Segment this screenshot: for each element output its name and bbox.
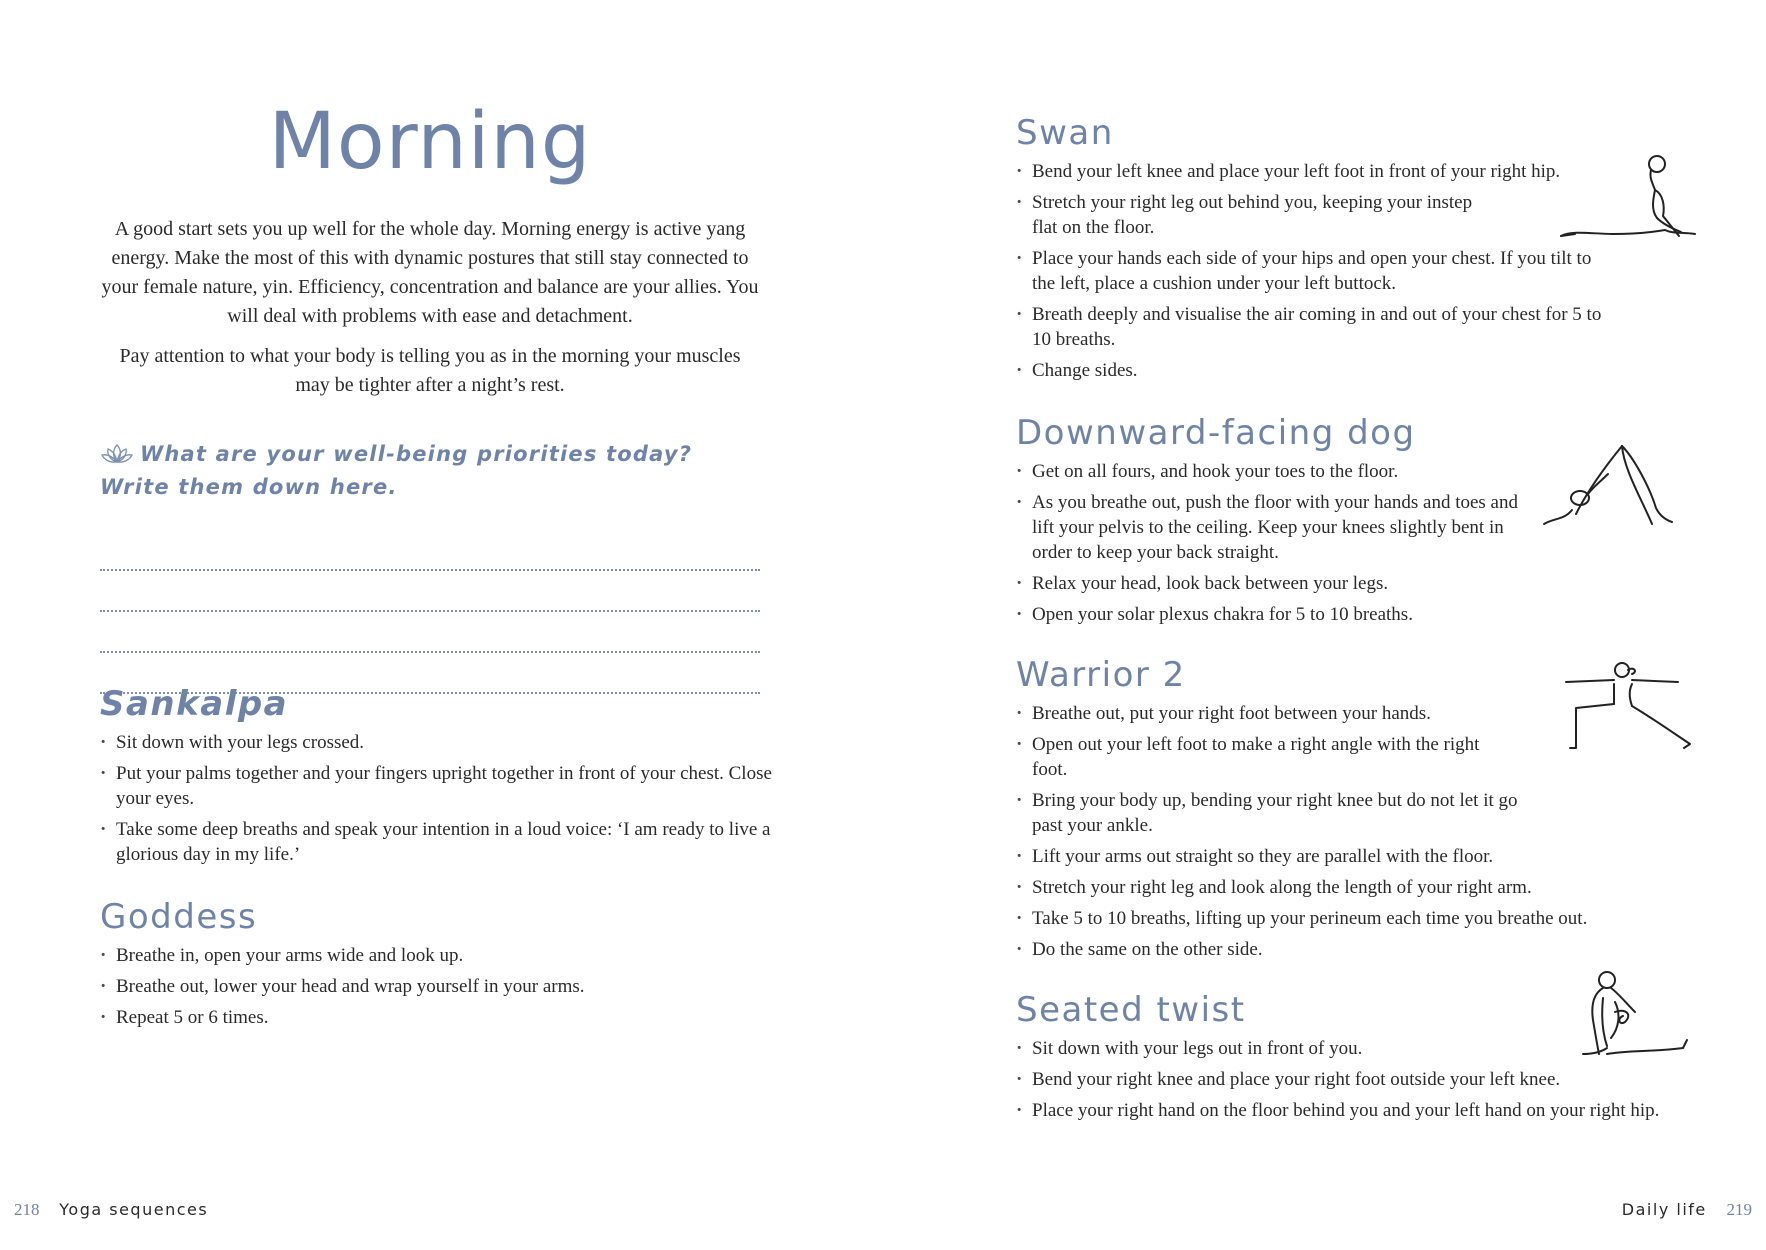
section-sankalpa bbox=[100, 682, 780, 873]
list-item: · Breathe out, put your right foot between your hands. bbox=[1016, 701, 1676, 726]
running-head: Yoga sequences bbox=[59, 1200, 209, 1219]
list-item: · Open out your left foot to make a right angle with the right foot. bbox=[1016, 732, 1482, 782]
list-item: · Change sides. bbox=[1016, 358, 1616, 383]
seated-twist-figure bbox=[1563, 968, 1693, 1063]
prompt-text: What are your well-being priorities today? Write them down here. bbox=[100, 442, 693, 499]
list-item: · Breathe out, lower your head and wrap yourself in your arms. bbox=[100, 974, 780, 999]
section-heading: Warrior 2 bbox=[1016, 655, 1186, 695]
swan-pose-figure bbox=[1553, 150, 1703, 240]
section-heading: Downward-facing dog bbox=[1016, 413, 1416, 453]
right-footer bbox=[1622, 1200, 1752, 1220]
list-item: · Relax your head, look back between your legs. bbox=[1016, 571, 1521, 596]
list-item: · Get on all fours, and hook your toes to the floor. bbox=[1016, 459, 1521, 484]
writing-lines bbox=[100, 530, 760, 694]
instruction-list bbox=[1016, 459, 1521, 627]
page-title: Morning bbox=[268, 97, 592, 187]
list-item: · Put your palms together and your fingers upright together in front of your chest. Close your eyes. bbox=[100, 761, 780, 811]
list-item: · Bend your left knee and place your left foot in front of your right hip. bbox=[1016, 159, 1616, 184]
list-item: · Bring your body up, bending your right knee but do not let it go past your ankle. bbox=[1016, 788, 1522, 838]
list-item: · Place your right hand on the floor behind you and your left hand on your right hip. bbox=[1016, 1098, 1676, 1123]
writing-line[interactable] bbox=[100, 530, 760, 571]
section-swan bbox=[1016, 111, 1616, 389]
instruction-list bbox=[100, 730, 780, 867]
list-item: · Sit down with your legs out in front of you. bbox=[1016, 1036, 1676, 1061]
section-goddess bbox=[100, 895, 780, 1036]
list-item: · Breath deeply and visualise the air coming in and out of your chest for 5 to 10 breaths. bbox=[1016, 302, 1616, 352]
list-item: · Bend your right knee and place your right foot outside your left knee. bbox=[1016, 1067, 1676, 1092]
instruction-list bbox=[1016, 159, 1616, 383]
section-heading: Swan bbox=[1016, 113, 1114, 153]
list-item: · As you breathe out, push the floor with your hands and toes and lift your pelvis to the ceiling. Keep your knees slightly bent in order to keep your back straight. bbox=[1016, 490, 1521, 565]
warrior-2-figure bbox=[1548, 660, 1698, 760]
list-item: · Take some deep breaths and speak your intention in a loud voice: ‘I am ready to live a glorious day in my life.’ bbox=[100, 817, 780, 867]
page-number: 218 bbox=[14, 1200, 40, 1219]
list-item: · Do the same on the other side. bbox=[1016, 937, 1676, 962]
list-item: · Place your hands each side of your hips and open your chest. If you tilt to the left, place a cushion under your left buttock. bbox=[1016, 246, 1616, 296]
list-item: · Take 5 to 10 breaths, lifting up your perineum each time you breathe out. bbox=[1016, 906, 1676, 931]
running-head: Daily life bbox=[1621, 1200, 1707, 1219]
instruction-list bbox=[100, 943, 780, 1030]
downward-dog-figure bbox=[1538, 440, 1678, 540]
list-item: · Breathe in, open your arms wide and look up. bbox=[100, 943, 780, 968]
list-item: · Stretch your right leg out behind you, keeping your instep flat on the floor. bbox=[1016, 190, 1482, 240]
list-item: · Stretch your right leg and look along the length of your right arm. bbox=[1016, 875, 1676, 900]
list-item: · Lift your arms out straight so they are parallel with the floor. bbox=[1016, 844, 1676, 869]
section-downward-dog bbox=[1016, 411, 1521, 633]
lotus-icon bbox=[100, 443, 134, 473]
section-heading: Goddess bbox=[100, 897, 258, 937]
intro-text bbox=[100, 215, 760, 411]
list-item: · Repeat 5 or 6 times. bbox=[100, 1005, 780, 1030]
left-footer bbox=[14, 1200, 208, 1220]
list-item: · Open your solar plexus chakra for 5 to 10 breaths. bbox=[1016, 602, 1521, 627]
list-item: · Sit down with your legs crossed. bbox=[100, 730, 780, 755]
journal-prompt bbox=[100, 440, 760, 502]
section-heading: Sankalpa bbox=[100, 684, 289, 724]
intro-paragraph: Pay attention to what your body is telling you as in the morning your muscles may be tighter after a night’s rest. bbox=[119, 345, 741, 396]
intro-paragraph: A good start sets you up well for the whole day. Morning energy is active yang energy. Make the most of this with dynamic postures that still stay connected to your female nature, yin. Efficiency, concentration and balance are your allies. You will deal with problems with ease and detachment. bbox=[101, 218, 759, 327]
writing-line[interactable] bbox=[100, 612, 760, 653]
writing-line[interactable] bbox=[100, 571, 760, 612]
section-heading: Seated twist bbox=[1016, 990, 1246, 1030]
right-page bbox=[883, 0, 1766, 1250]
page-number: 219 bbox=[1726, 1200, 1752, 1219]
